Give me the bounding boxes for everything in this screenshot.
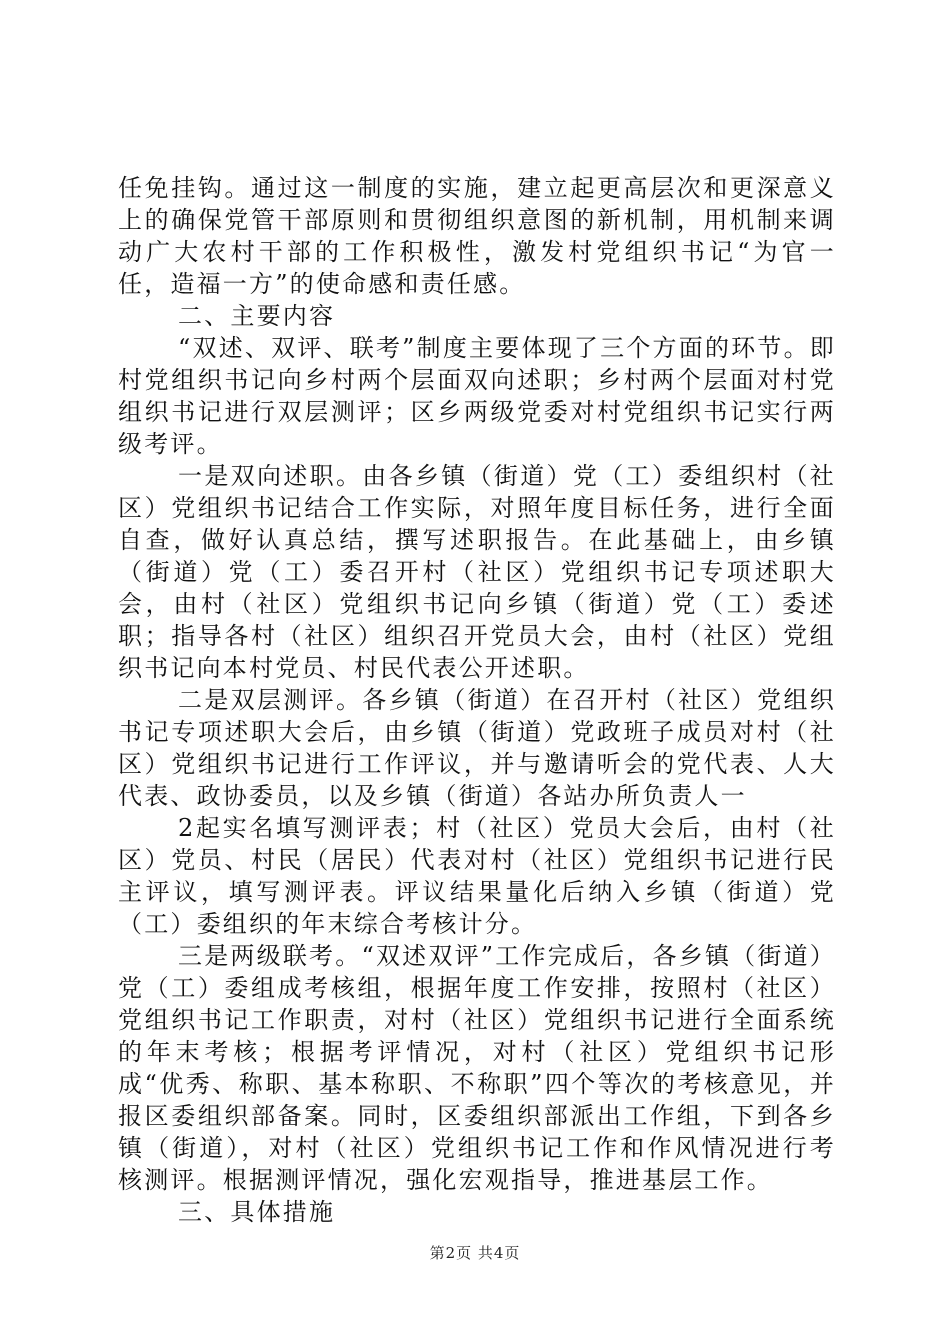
- paragraph-evaluation-continued: 2起实名填写测评表；村（社区）党员大会后，由村（社区）党员、村民（居民）代表对村（社区）党组织书记进行民主评议，填写测评表。评议结果量化后纳入乡镇（街道）党（工）委组织的年末综合考核计分。: [118, 814, 836, 938]
- page-number-footer: 第2页 共4页: [429, 1244, 521, 1262]
- document-body: [118, 172, 836, 1228]
- section-heading-specific-measures: 三、具体措施: [178, 1198, 336, 1226]
- paragraph-joint-assessment: 三是两级联考。“双述双评”工作完成后，各乡镇（街道）党（工）委组成考核组，根据年度工作安排，按照村（社区）党组织书记工作职责，对村（社区）党组织书记进行全面系统的年末考核；根据考评情况，对村（社区）党组织书记形成“优秀、称职、基本称职、不称职”四个等次的考核意见，并报区委组织部备案。同时，区委组织部派出工作组，下到各乡镇（街道），对村（社区）党组织书记工作和作风情况进行考核测评。根据测评情况，强化宏观指导，推进基层工作。: [118, 942, 836, 1194]
- paragraph-continuation: 任免挂钩。通过这一制度的实施，建立起更高层次和更深意义上的确保党管干部原则和贯彻组织意图的新机制，用机制来调动广大农村干部的工作积极性，激发村党组织书记“为官一任，造福一方”的使命感和责任感。: [118, 174, 836, 298]
- section-heading-main-content: 二、主要内容: [178, 302, 336, 330]
- paragraph-dual-reporting: 一是双向述职。由各乡镇（街道）党（工）委组织村（社区）党组织书记结合工作实际，对照年度目标任务，进行全面自查，做好认真总结，撰写述职报告。在此基础上，由乡镇（街道）党（工）委召开村（社区）党组织书记专项述职大会，由村（社区）党组织书记向乡镇（街道）党（工）委述职；指导各村（社区）组织召开党员大会，由村（社区）党组织书记向本村党员、村民代表公开述职。: [118, 462, 836, 682]
- paragraph-overview: “双述、双评、联考”制度主要体现了三个方面的环节。即村党组织书记向乡村两个层面双向述职；乡村两个层面对村党组织书记进行双层测评；区乡两级党委对村党组织书记实行两级考评。: [118, 334, 836, 458]
- paragraph-dual-evaluation: 二是双层测评。各乡镇（街道）在召开村（社区）党组织书记专项述职大会后，由乡镇（街道）党政班子成员对村（社区）党组织书记进行工作评议，并与邀请听会的党代表、人大代表、政协委员，以及乡镇（街道）各站办所负责人一: [118, 686, 836, 810]
